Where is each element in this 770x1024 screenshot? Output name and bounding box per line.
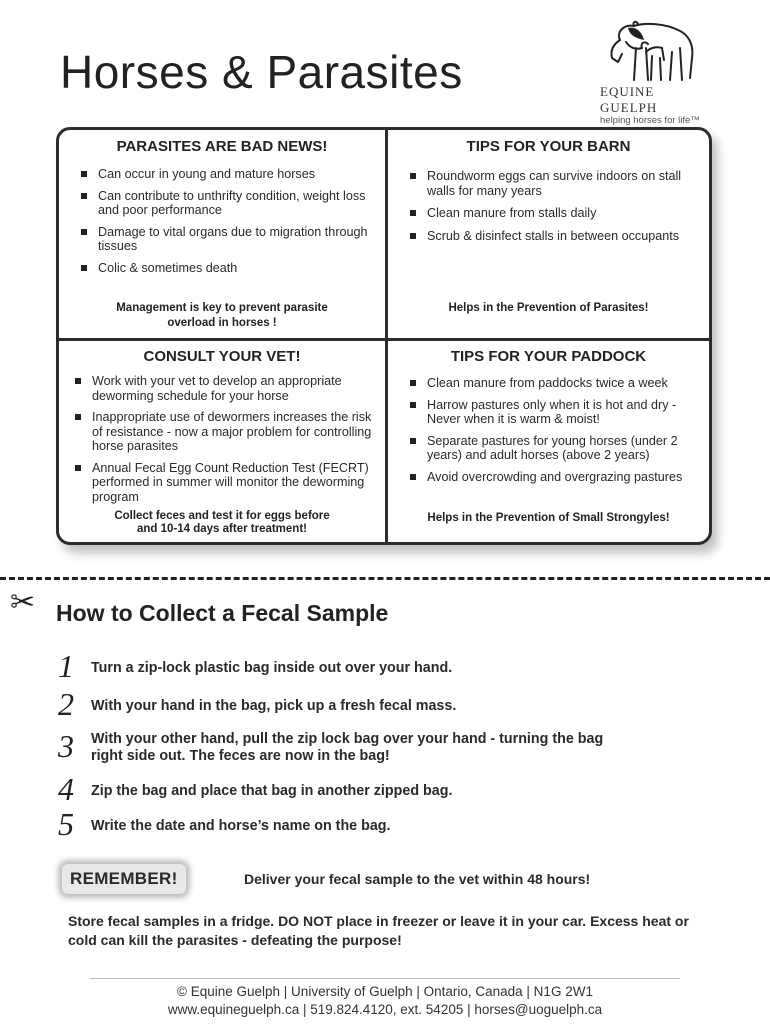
- panel-heading: CONSULT YOUR VET!: [143, 348, 301, 365]
- list-item: Annual Fecal Egg Count Reduction Test (FECRT) performed in summer will monitor the deworming program: [75, 461, 381, 505]
- step-number: 1: [58, 648, 74, 684]
- step-number: 2: [58, 686, 74, 722]
- remember-text: Deliver your fecal sample to the vet within 48 hours!: [244, 871, 591, 887]
- section-heading: How to Collect a Fecal Sample: [56, 600, 389, 626]
- cut-line: [0, 577, 770, 580]
- panel-note: Helps in the Prevention of Parasites!: [448, 302, 649, 314]
- list-item: Scrub & disinfect stalls in between occupants: [410, 229, 704, 244]
- logo-name: EQUINE GUELPH: [600, 84, 658, 115]
- list-item: Colic & sometimes death: [81, 261, 377, 276]
- list-item: Damage to vital organs due to migration through tissues: [81, 225, 377, 254]
- page-title: Horses & Parasites: [60, 46, 463, 98]
- bullet-list: [410, 169, 704, 251]
- equine-guelph-logo: [598, 18, 710, 126]
- step-text: With your other hand, pull the zip lock bag over your hand - turning the bag right side out. The feces are now in the bag!: [91, 731, 604, 764]
- step-text: Turn a zip-lock plastic bag inside out over your hand.: [91, 660, 453, 676]
- tips-grid: [56, 127, 712, 545]
- step-number: 5: [58, 806, 74, 842]
- scissors-icon: ✂: [10, 586, 36, 619]
- bullet-list: [410, 376, 706, 491]
- list-item: Roundworm eggs can survive indoors on stall walls for many years: [410, 169, 704, 198]
- list-item: Harrow pastures only when it is hot and dry - Never when it is warm & moist!: [410, 398, 706, 427]
- list-item: Clean manure from stalls daily: [410, 206, 704, 221]
- remember-badge: REMEMBER!: [62, 864, 186, 894]
- list-item: Can contribute to unthrifty condition, weight loss and poor performance: [81, 189, 377, 218]
- list-item: Can occur in young and mature horses: [81, 167, 377, 182]
- panel-note: Helps in the Prevention of Small Strongyles!: [427, 512, 670, 524]
- step-text: With your hand in the bag, pick up a fresh fecal mass.: [91, 698, 457, 714]
- list-item: Clean manure from paddocks twice a week: [410, 376, 706, 391]
- panel-note: Collect feces and test it for eggs before and 10-14 days after treatment!: [114, 510, 330, 535]
- horse-mare-foal-icon: [606, 18, 702, 84]
- list-item: Separate pastures for young horses (under 2 years) and adult horses (above 2 years): [410, 434, 706, 463]
- parasites-bad-news-panel: [59, 130, 385, 338]
- storage-note: Store fecal samples in a fridge. DO NOT place in freezer or leave it in your car. Excess heat or cold can kill the parasites - defeating the purpose!: [68, 913, 689, 948]
- consult-vet-panel: [59, 341, 385, 542]
- panel-heading: TIPS FOR YOUR BARN: [466, 138, 631, 155]
- logo-tagline: helping horses for life™: [600, 115, 700, 126]
- list-item: Work with your vet to develop an appropriate deworming schedule for your horse: [75, 374, 381, 403]
- footer-contact: www.equineguelph.ca | 519.824.4120, ext. 54205 | horses@uoguelph.ca: [167, 1002, 603, 1017]
- bullet-list: [81, 167, 377, 282]
- footer-address: © Equine Guelph | University of Guelph | Ontario, Canada | N1G 2W1: [177, 984, 593, 999]
- step-text: Write the date and horse’s name on the bag.: [91, 818, 391, 834]
- panel-note: Management is key to prevent parasite overload in horses !: [116, 302, 328, 329]
- list-item: Avoid overcrowding and overgrazing pastures: [410, 470, 706, 485]
- step-number: 4: [58, 771, 74, 807]
- tips-paddock-panel: [388, 341, 709, 542]
- panel-heading: PARASITES ARE BAD NEWS!: [116, 138, 328, 155]
- step-number: 3: [58, 728, 74, 764]
- tips-barn-panel: [388, 130, 709, 338]
- panel-heading: TIPS FOR YOUR PADDOCK: [450, 348, 647, 365]
- step-text: Zip the bag and place that bag in another zipped bag.: [91, 783, 453, 799]
- footer-divider: [90, 978, 680, 979]
- bullet-list: [75, 374, 381, 511]
- list-item: Inappropriate use of dewormers increases the risk of resistance - now a major problem for controlling horse parasites: [75, 410, 381, 454]
